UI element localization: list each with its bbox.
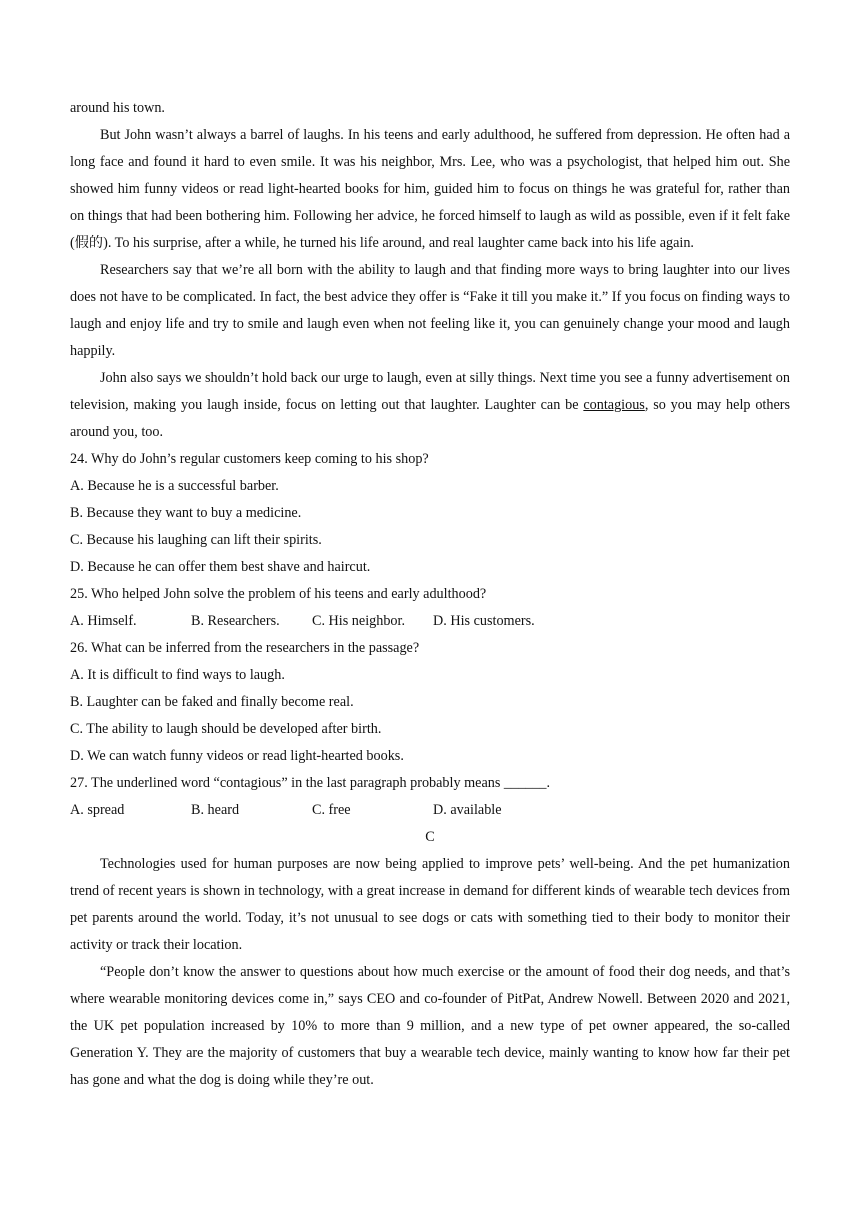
paragraph-text: John also says we shouldn’t hold back our urge to laugh, even at silly things. Next time you see a funny advertisement on television, making you laugh inside, focus on letting out that laughter. Laughter can be [70,370,790,413]
option-a: A. Because he is a successful barber. [70,478,279,494]
question-26 [70,635,790,770]
question-stem: 24. Why do John’s regular customers keep coming to his shop? [70,451,429,467]
question-stem: 25. Who helped John solve the problem of his teens and early adulthood? [70,586,487,602]
option-c: C. His neighbor. [312,613,406,629]
option-a: A. spread [70,802,125,818]
option-c: C. The ability to laugh should be developed after birth. [70,721,382,737]
option-d: D. Because he can offer them best shave and haircut. [70,559,371,575]
question-25 [70,581,790,635]
option-a: A. Himself. [70,613,137,629]
question-stem: 26. What can be inferred from the researchers in the passage? [70,640,420,656]
option-d: D. available [433,802,502,818]
option-c: C. Because his laughing can lift their spirits. [70,532,322,548]
option-d: D. We can watch funny videos or read light-hearted books. [70,748,404,764]
underlined-word: contagious [583,397,645,413]
option-b: B. heard [191,802,240,818]
option-b: B. Laughter can be faked and finally become real. [70,694,354,710]
paragraph: “People don’t know the answer to questions about how much exercise or the amount of food their dog needs, and that’s where wearable monitoring devices come in,” says CEO and co-founder of PitPat, Andrew Nowell. Between 2020 and 2021, the UK pet population increased by 10% to more than 9 million, and a new type of pet owner appeared, the so-called Generation Y. They are the majority of customers that buy a wearable tech device, mainly wanting to know how far their pet has gone and what the dog is doing while they’re out. [70,964,790,1088]
option-b: B. Because they want to buy a medicine. [70,505,302,521]
option-a: A. It is difficult to find ways to laugh. [70,667,285,683]
question-stem: 27. The underlined word “contagious” in the last paragraph probably means ______. [70,775,551,791]
section-heading: C [425,829,435,845]
paragraph-continuation: around his town. [70,100,165,116]
question-27 [70,770,790,824]
option-b: B. Researchers. [191,613,280,629]
question-24 [70,446,790,581]
paragraph: But John wasn’t always a barrel of laughs. In his teens and early adulthood, he suffered from depression. He often had a long face and found it hard to even smile. It was his neighbor, Mrs. Lee, who was a psychologist, that helped him out. She showed him funny videos or read light-hearted books for him, guided him to focus on things he was grateful for, rather than on things that had been bothering him. Following her advice, he forced himself to laugh as wild as possible, even if it felt fake (假的). To his surprise, after a while, he turned his life around, and real laughter came back into his life again. [70,127,790,251]
paragraph-text: , so you may help others around you, too. [70,397,790,440]
options-row [70,608,790,635]
option-d: D. His customers. [433,613,535,629]
paragraph: Researchers say that we’re all born with the ability to laugh and that finding more ways to bring laughter into our lives does not have to be complicated. In fact, the best advice they offer is “Fake it till you make it.” If you focus on finding ways to laugh and enjoy life and try to smile and laugh even when not feeling like it, you can genuinely change your mood and laugh happily. [70,262,790,359]
option-c: C. free [312,802,351,818]
options-row [70,797,790,824]
paragraph: Technologies used for human purposes are now being applied to improve pets’ well-being. And the pet humanization trend of recent years is shown in technology, with a great increase in demand for different kinds of wearable tech devices from pet parents around the world. Today, it’s not unusual to see dogs or cats with something tied to their body to monitor their activity or track their location. [70,856,790,953]
paragraph [70,365,790,446]
document-content [70,95,790,1094]
